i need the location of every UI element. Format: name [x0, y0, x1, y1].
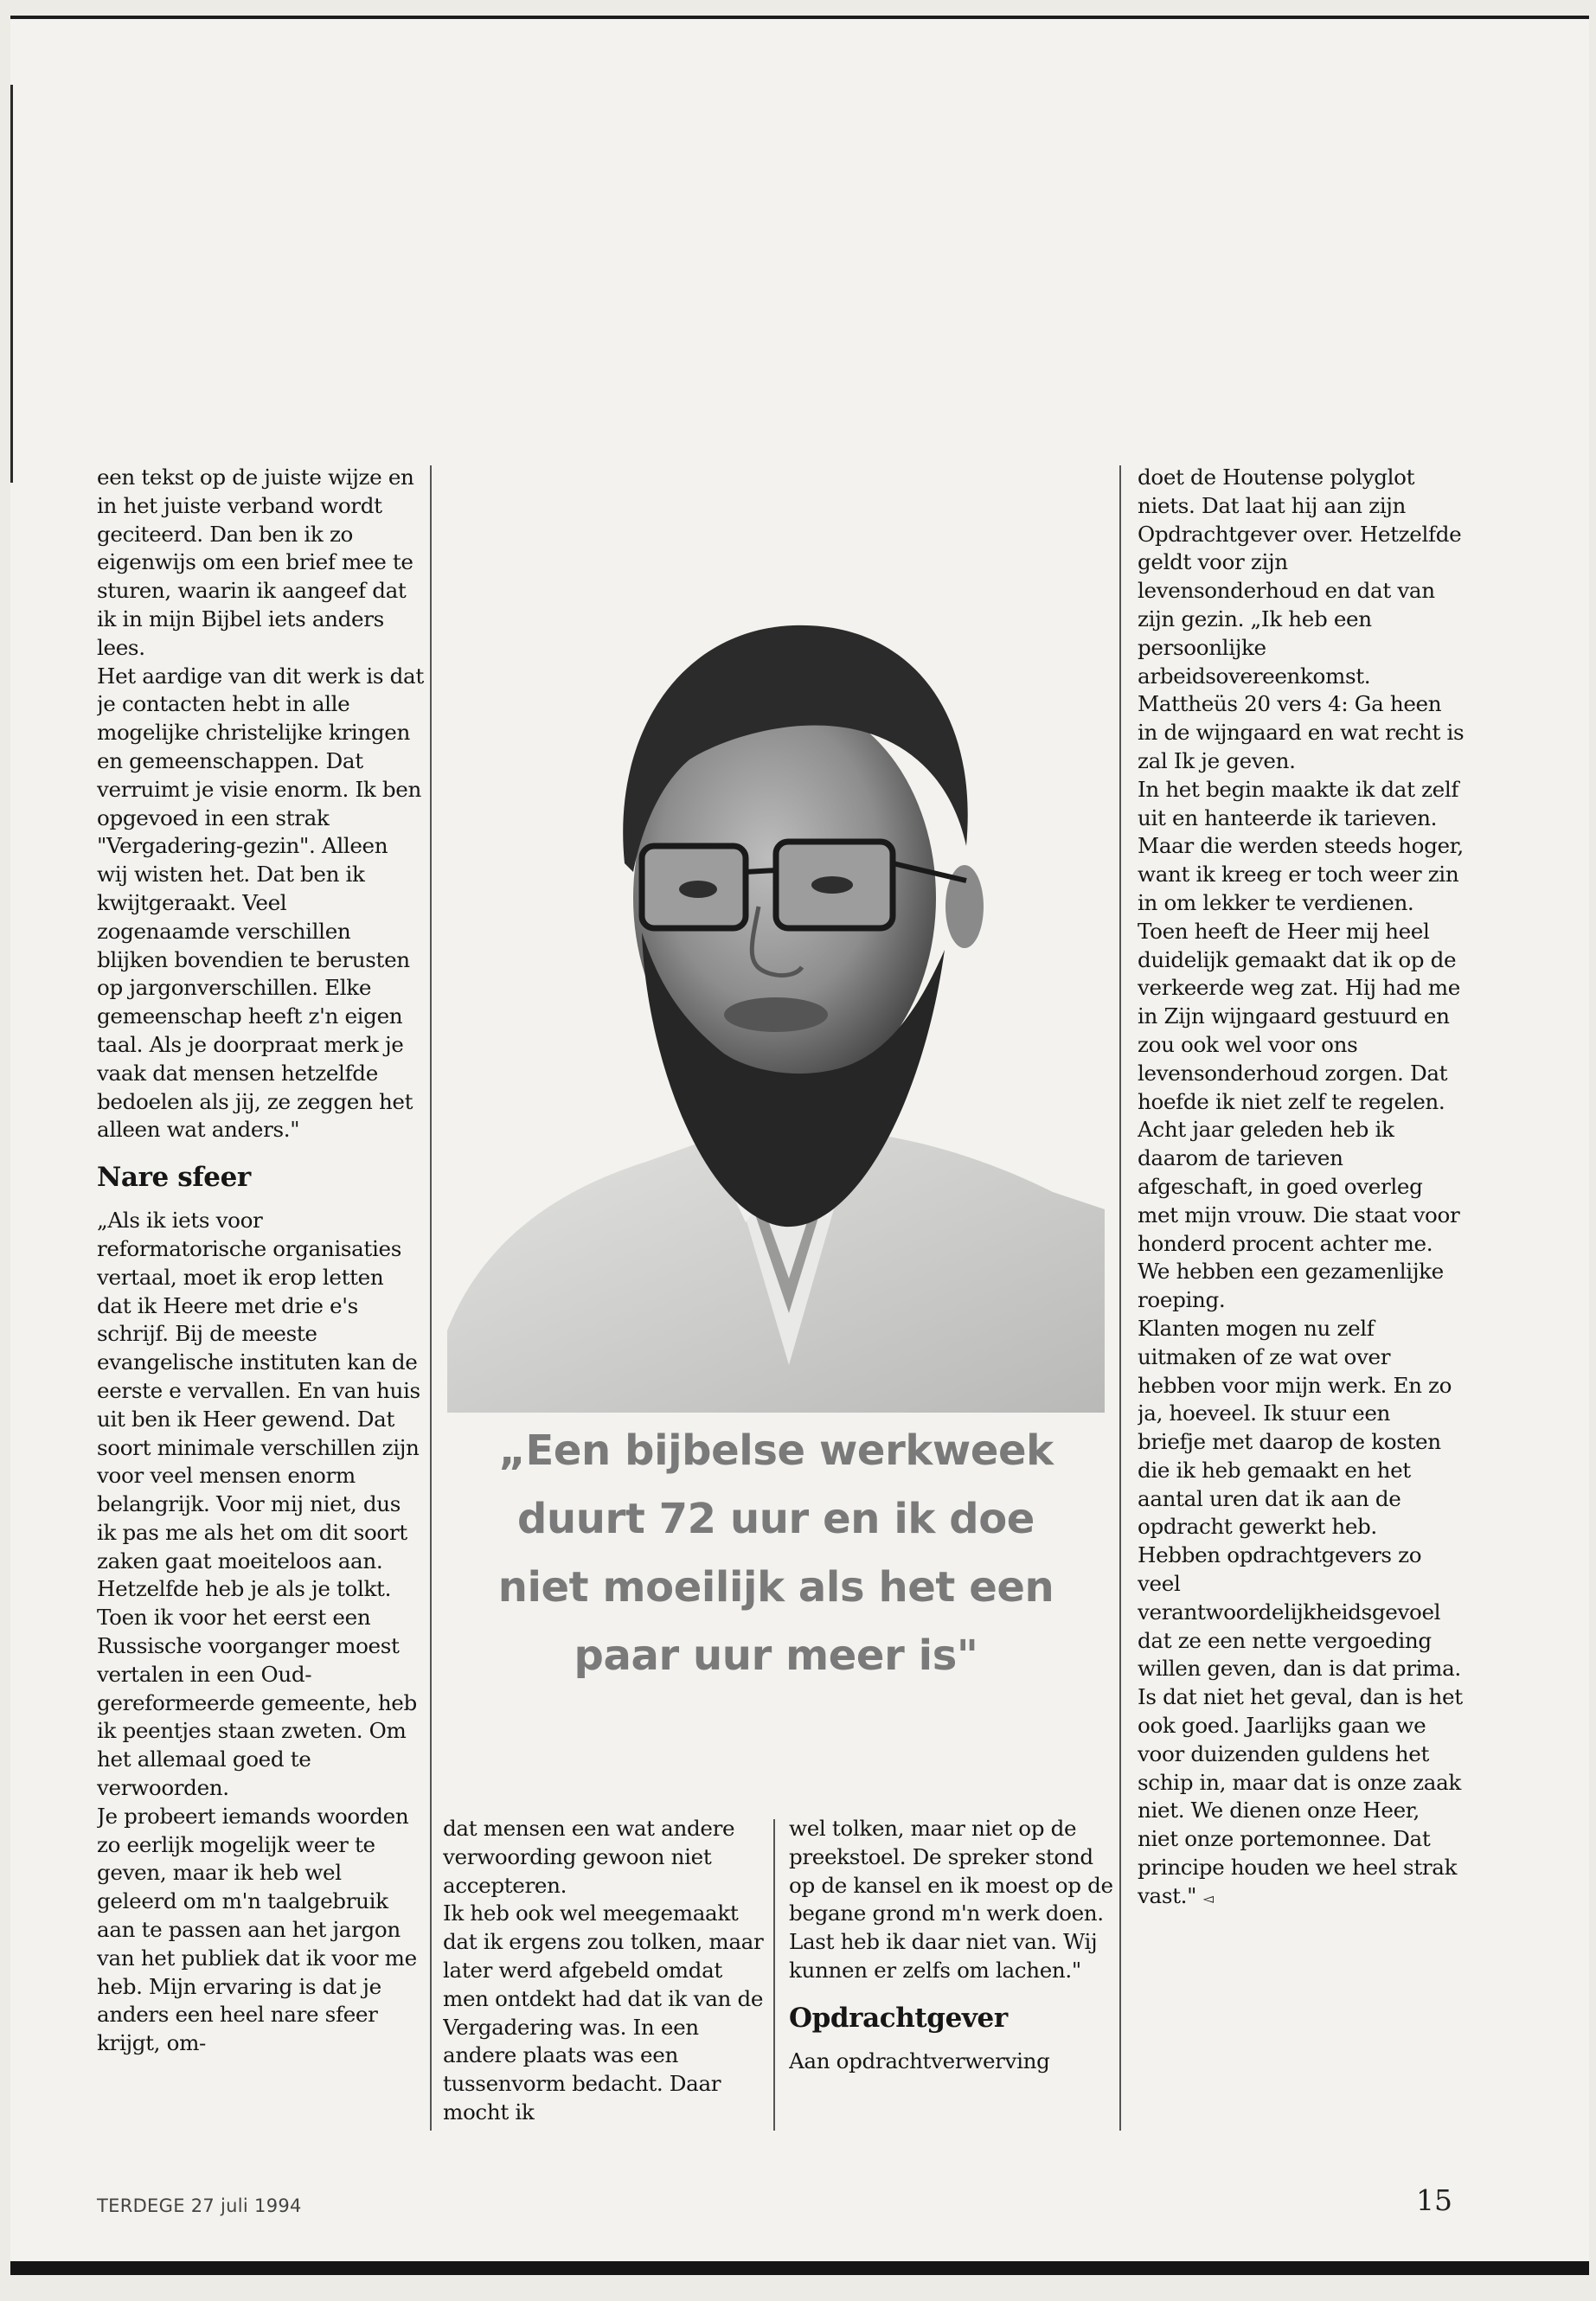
paragraph: Ik heb ook wel meegemaakt dat ik ergens zou tolken, maar later werd afgebeld omdat men ontdekt had dat ik van de Vergadering was. In een andere plaats was een tussenvorm bedacht. Daar mocht ik: [443, 1900, 764, 2125]
subheading-opdrachtgever: Opdrachtgever: [789, 2002, 1008, 2034]
end-mark-icon: ◅: [1202, 1889, 1214, 1907]
pull-quote-line: „Een bijbelse werkweek: [498, 1426, 1054, 1475]
paragraph: een tekst op de juiste wijze en in het juiste verband wordt geciteerd. Dan ben ik zo eigenwijs om een brief mee te sturen, waarin ik aangeef dat ik in mijn Bijbel iets anders lees.: [97, 465, 414, 660]
scan-edge: [10, 85, 13, 483]
column-rule: [773, 1819, 775, 2131]
paragraph-text: Klanten mogen nu zelf uitmaken of ze wat over hebben voor mijn werk. En zo ja, hoeveel. Ik stuur een briefje met daarop de kosten die ik heb gemaakt en het aantal uren dat ik aan de opdracht gewerkt heb. Hebben opdrachtgevers zo veel verantwoordelijkheidsgevoel dat ze een nette vergoeding willen geven, dan is dat prima. Is dat niet het geval, dan is het ook goed. Jaarlijks gaan we voor duizenden guldens het schip in, maar dat is onze zaak niet. We dienen onze Heer, niet onze portemonnee. Dat principe houden we heel strak vast.": [1138, 1315, 1463, 1908]
paragraph: Je probeert iemands woorden zo eerlijk mogelijk weer te geven, maar ik heb wel geleerd om m'n taalgebruik aan te passen aan het jargon van het publiek dat ik voor me heb. Mijn ervaring is dat je anders een heel nare sfeer krijgt, om-: [97, 1803, 417, 2056]
paragraph: [1138, 1315, 1465, 1913]
paragraph: Aan opdrachtverwerving: [789, 2048, 1050, 2073]
column-rule: [1119, 465, 1121, 2131]
pull-quote-line: paar uur meer is": [574, 1631, 978, 1680]
magazine-page: [10, 16, 1589, 2275]
portrait-photo: [447, 500, 1105, 1413]
article-column-2: [443, 1815, 767, 2161]
paragraph: doet de Houtense polyglot niets. Dat laat hij aan zijn Opdrachtgever over. Hetzelfde geldt voor zijn levensonderhoud en dat van zijn gezin. „Ik heb een persoonlijke arbeidsovereenkomst. Mattheüs 20 vers 4: Ga heen in de wijngaard en wat recht is zal Ik je geven.: [1138, 465, 1465, 773]
pull-quote: [447, 1417, 1105, 1690]
paragraph: wel tolken, maar niet op de preekstoel. De spreker stond op de kansel en ik moest op de begane grond m'n werk doen. Last heb ik daar niet van. Wij kunnen er zelfs om lachen.": [789, 1816, 1113, 1983]
paragraph: „Als ik iets voor reformatorische organisaties vertaal, moet ik erop letten dat ik Heere met drie e's schrijf. Bij de meeste evangelische instituten kan de eerste e vervallen. En van huis uit ben ik Heer gewend. Dat soort minimale verschillen zijn voor veel mensen enorm belangrijk. Voor mij niet, dus ik pas me als het om dit soort zaken gaat moeiteloos aan.: [97, 1208, 420, 1574]
top-rule: [10, 16, 1589, 19]
pull-quote-line: duurt 72 uur en ik doe: [517, 1495, 1035, 1543]
column-rule: [430, 465, 432, 2131]
portrait-illustration: [447, 500, 1105, 1413]
subheading-nare-sfeer: Nare sfeer: [97, 1162, 251, 1194]
paragraph: Het aardige van dit werk is dat je contacten hebt in alle mogelijke christelijke kringen en gemeenschappen. Dat verruimt je visie enorm. Ik ben opgevoed in een strak "Vergadering-gezin". Alleen wij wisten het. Dat ben ik kwijtgeraakt. Veel zogenaamde verschillen blijken bovendien te berusten op jargonverschillen. Elke gemeenschap heeft z'n eigen taal. Als je doorpraat merk je vaak dat mensen hetzelfde bedoelen als jij, ze zeggen het alleen wat anders.": [97, 663, 424, 1143]
pull-quote-line: niet moeilijk als het een: [497, 1563, 1054, 1612]
paragraph: In het begin maakte ik dat zelf uit en hanteerde ik tarieven. Maar die werden steeds hoger, want ik kreeg er toch weer zin in om lekker te verdienen. Toen heeft de Heer mij heel duidelijk gemaakt dat ik op de verkeerde weg zat. Hij had me in Zijn wijngaard gestuurd en zou ook wel voor ons levensonderhoud zorgen. Dat hoefde ik niet zelf te regelen. Acht jaar geleden heb ik daarom de tarieven afgeschaft, in goed overleg met mijn vrouw. Die staat voor honderd procent achter me. We hebben een gezamenlijke roeping.: [1138, 776, 1464, 1313]
article-column-1: [97, 464, 424, 2146]
paragraph: dat mensen een wat andere verwoording gewoon niet accepteren.: [443, 1816, 735, 1898]
article-column-4: [1138, 464, 1465, 2038]
article-column-3: [789, 1815, 1113, 2161]
page-number: 15: [1416, 2183, 1452, 2217]
publication-footer: TERDEGE 27 juli 1994: [97, 2195, 302, 2216]
paragraph: Hetzelfde heb je als je tolkt. Toen ik voor het eerst een Russische voorganger moest vertalen in een Oud-gereformeerde gemeente, heb ik peentjes staan zweten. Om het allemaal goed te verwoorden.: [97, 1576, 417, 1801]
bottom-band: [10, 2261, 1589, 2275]
